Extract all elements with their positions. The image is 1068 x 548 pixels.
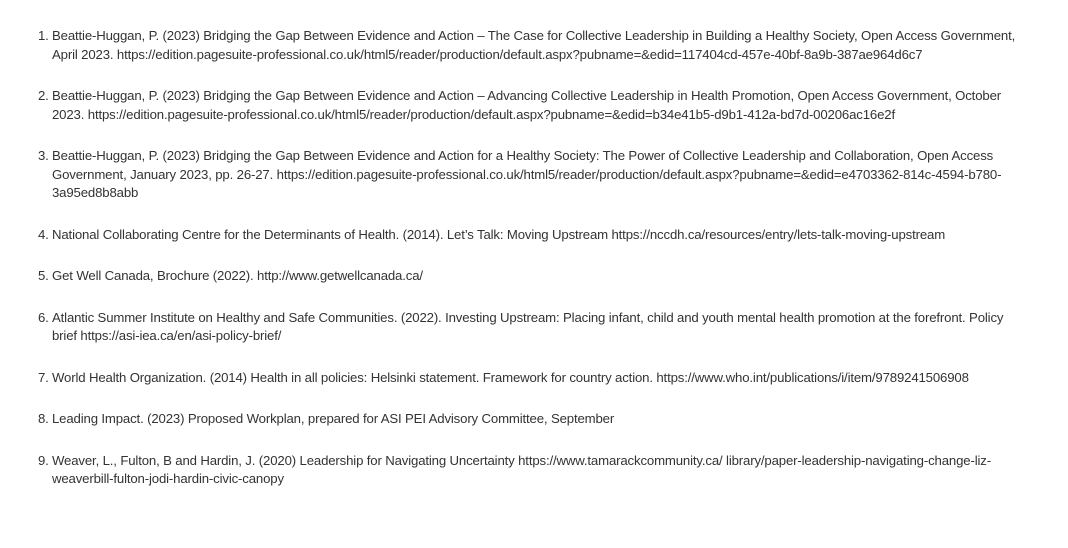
reference-item-7 xyxy=(38,369,1028,388)
reference-link[interactable]: https://www.who.int/publications/i/item/9789241506908 xyxy=(656,369,969,385)
reference-item-8 xyxy=(38,410,1028,429)
reference-text: Atlantic Summer Institute on Healthy and Safe Communities. (2022). Investing Upstream: Placing infant, child and youth mental health promotion at the forefront. Policy brief xyxy=(52,309,1004,343)
reference-link[interactable]: https://asi-iea.ca/en/asi-policy-brief/ xyxy=(80,328,282,343)
reference-number: 3. xyxy=(38,148,49,163)
reference-link[interactable]: https://www.tamarackcommunity.ca/ library/paper-leadership-navigating-change-liz-weaverbill-fulton-jodi-hardin-civic-canopy xyxy=(52,452,991,486)
reference-number: 7. xyxy=(38,369,49,385)
reference-link[interactable]: http://www.getwellcanada.ca/ xyxy=(257,268,423,283)
reference-item-9 xyxy=(38,452,1028,489)
reference-text: Beattie-Huggan, P. (2023) Bridging the Gap Between Evidence and Action for a Healthy Society: The Power of Collective Leadership and Collaboration, Open Access Government, January 2023, pp. 26-27. xyxy=(52,148,994,182)
reference-list xyxy=(38,27,1028,512)
reference-item-5 xyxy=(38,267,1028,286)
reference-number: 4. xyxy=(38,226,49,242)
reference-item-6 xyxy=(38,309,1028,346)
reference-link[interactable]: https://nccdh.ca/resources/entry/lets-talk-moving-upstream xyxy=(611,226,946,242)
reference-item-1 xyxy=(38,27,1028,64)
reference-link[interactable]: https://edition.pagesuite-professional.co.uk/html5/reader/production/default.aspx?pubname=&edid=117404cd-457e-40bf-8a9b-387ae964d6c7 xyxy=(116,46,923,62)
reference-number: 8. xyxy=(38,411,49,426)
reference-link[interactable]: https://edition.pagesuite-professional.co.uk/html5/reader/production/default.aspx?pubname=&edid=e4703362-814c-4594-b780-3a95ed8b8abb xyxy=(52,166,1002,200)
reference-number: 9. xyxy=(38,452,49,468)
reference-text: Get Well Canada, Brochure (2022). xyxy=(52,268,258,283)
reference-text: National Collaborating Centre for the Determinants of Health. (2014). Let’s Talk: Moving Upstream xyxy=(52,226,612,242)
reference-link[interactable]: https://edition.pagesuite-professional.co.uk/html5/reader/production/default.aspx?pubname=&edid=b34e41b5-d9b1-412a-bd7d-00206ac16e2f xyxy=(87,106,895,122)
reference-text: Weaver, L., Fulton, B and Hardin, J. (2020) Leadership for Navigating Uncertainty xyxy=(52,452,519,468)
reference-text: Beattie-Huggan, P. (2023) Bridging the Gap Between Evidence and Action – Advancing Collective Leadership in Health Promotion, Open Access Government, October 2023. xyxy=(52,88,1001,122)
reference-item-3 xyxy=(38,147,1028,203)
reference-item-2 xyxy=(38,87,1028,124)
reference-number: 1. xyxy=(38,28,49,43)
reference-text: Leading Impact. (2023) Proposed Workplan, prepared for ASI PEI Advisory Committee, September xyxy=(52,411,615,426)
reference-number: 6. xyxy=(38,309,49,325)
reference-text: Beattie-Huggan, P. (2023) Bridging the Gap Between Evidence and Action – The Case for Collective Leadership in Building a Healthy Society, Open Access Government, April 2023. xyxy=(52,28,1016,62)
reference-text: World Health Organization. (2014) Health in all policies: Helsinki statement. Framework for country action. xyxy=(52,369,657,385)
reference-number: 5. xyxy=(38,268,49,283)
reference-number: 2. xyxy=(38,88,49,103)
reference-item-4 xyxy=(38,226,1028,245)
